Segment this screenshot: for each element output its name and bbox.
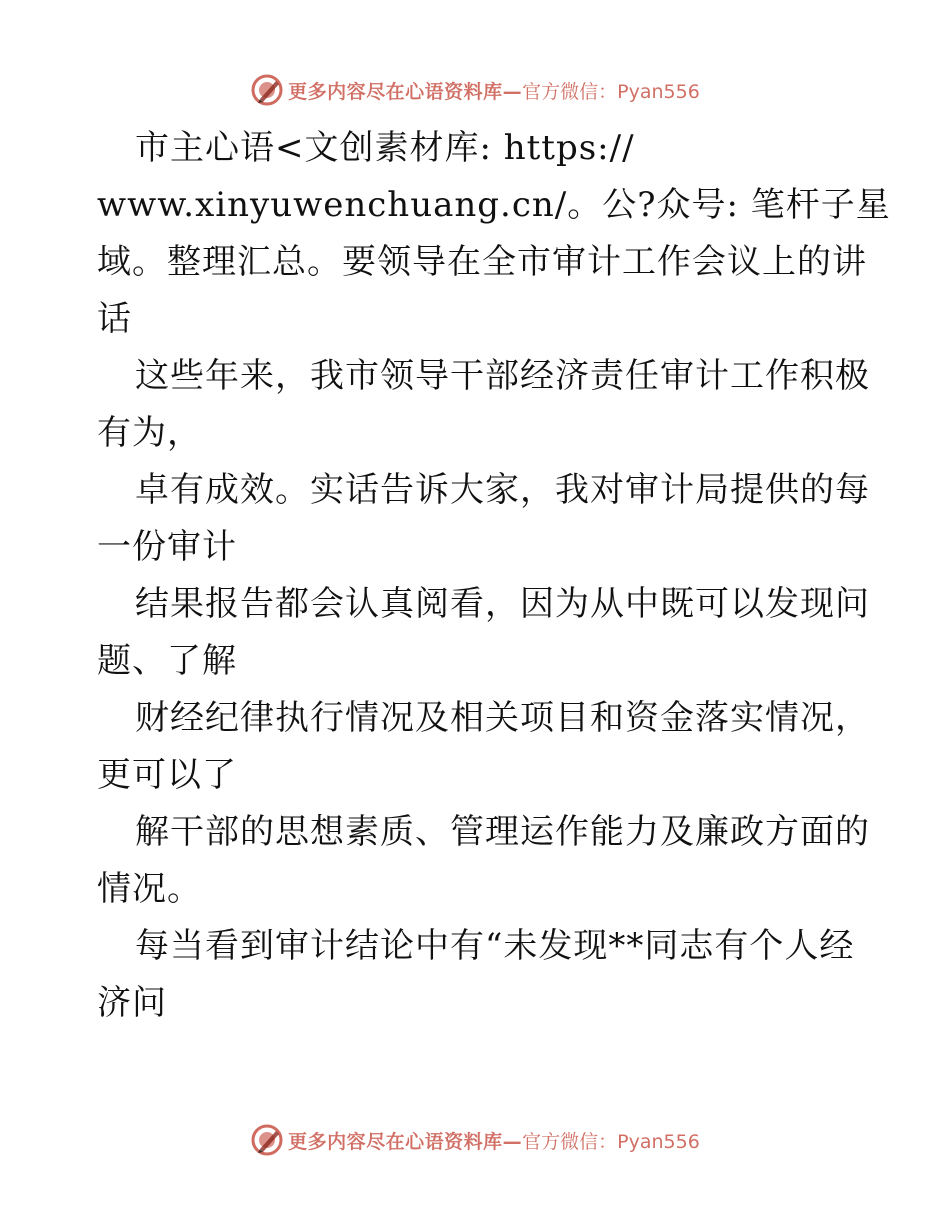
document-body [97,120,891,1032]
body-line: 解干部的思想素质、管理运作能力及廉政方面的 [135,812,870,852]
pen-logo-icon [250,1123,284,1157]
body-line: 话 [97,299,132,339]
header-contact: 官方微信：Pyan556 [522,80,700,103]
body-line: 更可以了 [97,755,237,795]
pen-logo-icon [250,73,284,107]
header-banner-text: 更多内容尽在心语资料库— [288,80,523,103]
footer-banner [0,1120,950,1160]
body-line: 这些年来，我市领导干部经济责任审计工作积极 [135,356,870,396]
body-line: www.xinyuwenchuang.cn/。公?众号: 笔杆子星 [97,185,891,225]
body-line: 每当看到审计结论中有“未发现**同志有个人经 [135,926,855,966]
footer-banner-text: 更多内容尽在心语资料库— [288,1130,523,1153]
body-line: 卓有成效。实话告诉大家，我对审计局提供的每 [135,470,870,510]
header-banner [0,70,950,110]
body-line: 有为， [97,413,202,453]
body-line: 域。整理汇总。要领导在全市审计工作会议上的讲 [97,242,867,282]
body-line: 情况。 [97,869,202,909]
body-line: 济问 [97,983,167,1023]
body-line: 结果报告都会认真阅看，因为从中既可以发现问 [135,584,870,624]
body-line: 市主心语<文创素材库: https:// [135,128,635,168]
body-line: 财经纪律执行情况及相关项目和资金落实情况， [135,698,870,738]
body-line: 题、了解 [97,641,237,681]
footer-contact: 官方微信：Pyan556 [522,1130,700,1153]
body-line: 一份审计 [97,527,237,567]
